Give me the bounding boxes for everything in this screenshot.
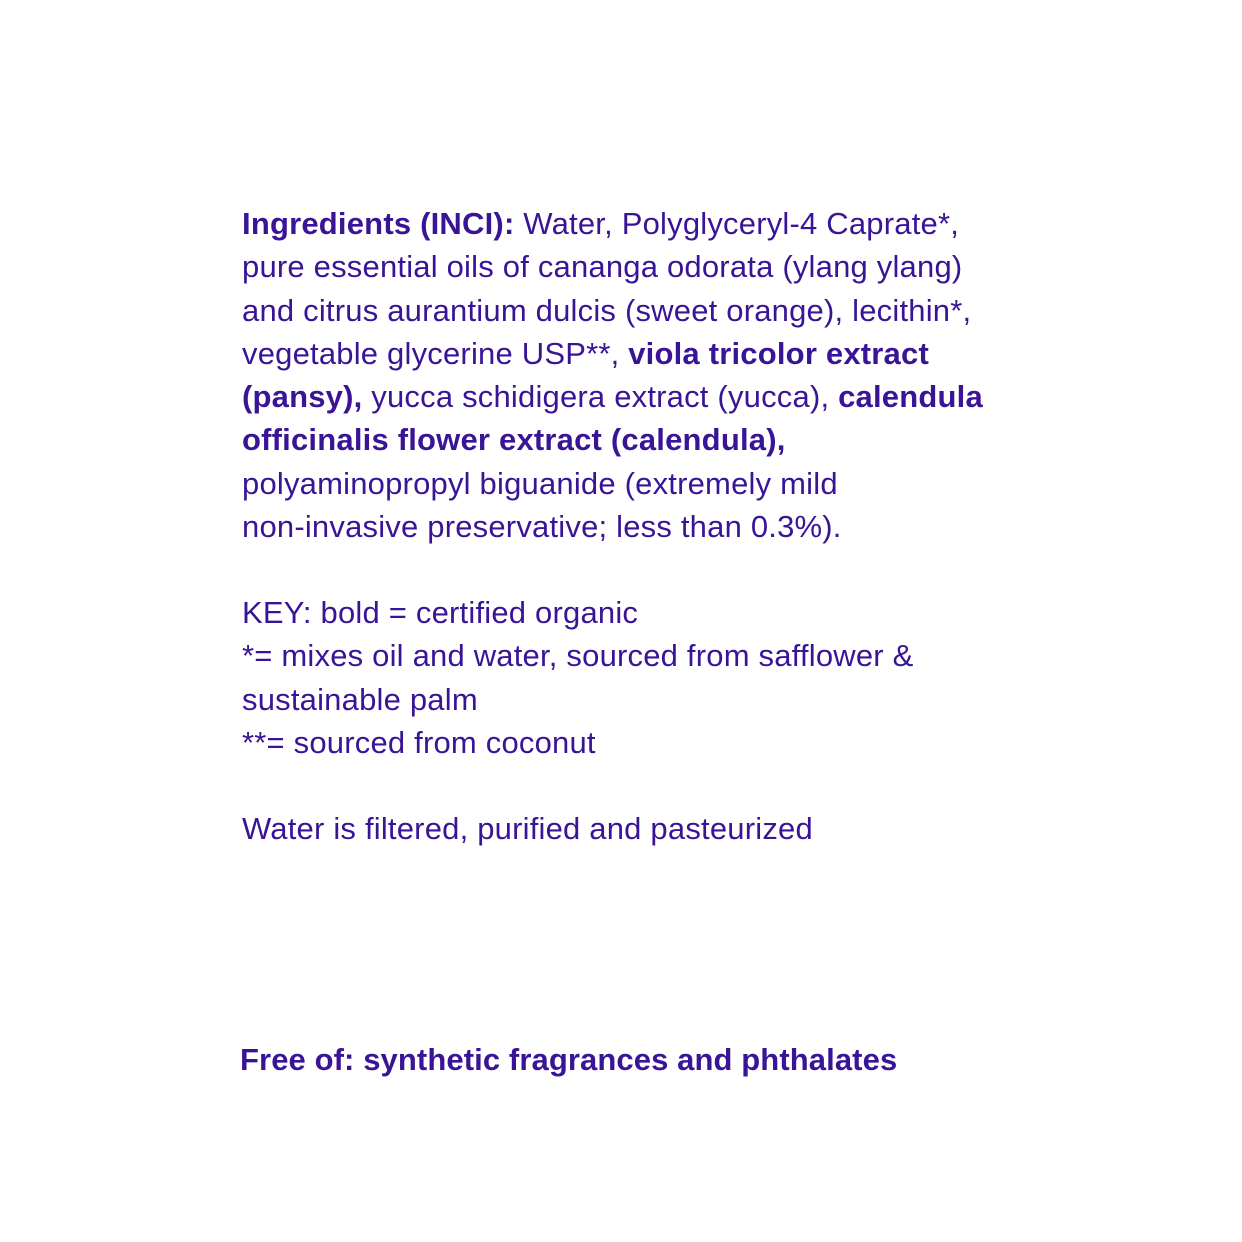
water-note [242, 807, 1002, 850]
ingredients-list [242, 202, 1002, 548]
water-note-text: Water is filtered, purified and pasteurized [242, 811, 813, 846]
organic-ingredient-pansy: (pansy), [242, 379, 363, 415]
key-line-2: sustainable palm [242, 681, 478, 717]
key-line-1: *= mixes oil and water, sourced from safflower & [242, 638, 914, 674]
ingredients-line-3: and citrus aurantium dulcis (sweet orange), lecithin*, [242, 292, 972, 328]
key-line-3: **= sourced from coconut [242, 724, 596, 760]
ingredients-heading: Ingredients (INCI): [242, 206, 515, 241]
ingredients-line-2: pure essential oils of cananga odorata (ylang ylang) [242, 249, 963, 285]
ingredients-line-8: non-invasive preservative; less than 0.3%). [242, 509, 842, 545]
ingredients-line-4 [242, 332, 1002, 375]
ingredients-line-5-text: yucca schidigera extract (yucca), [362, 379, 839, 415]
ingredients-line-7: polyaminopropyl biguanide (extremely mild [242, 465, 838, 501]
key-legend [242, 591, 1002, 764]
ingredients-line-4-text: vegetable glycerine USP**, [242, 335, 629, 371]
key-title: KEY: bold = certified organic [242, 595, 639, 630]
free-of-statement: Free of: synthetic fragrances and phthalates [240, 1042, 898, 1077]
organic-ingredient-calendula: calendula [838, 379, 983, 415]
ingredients-line-1 [242, 202, 1002, 245]
ingredients-line-5 [242, 375, 1002, 418]
ingredients-line-6: officinalis flower extract (calendula), [242, 422, 786, 458]
ingredients-line-1-text: Water, Polyglyceryl-4 Caprate*, [514, 206, 960, 241]
organic-ingredient-viola: viola tricolor extract [628, 335, 929, 371]
